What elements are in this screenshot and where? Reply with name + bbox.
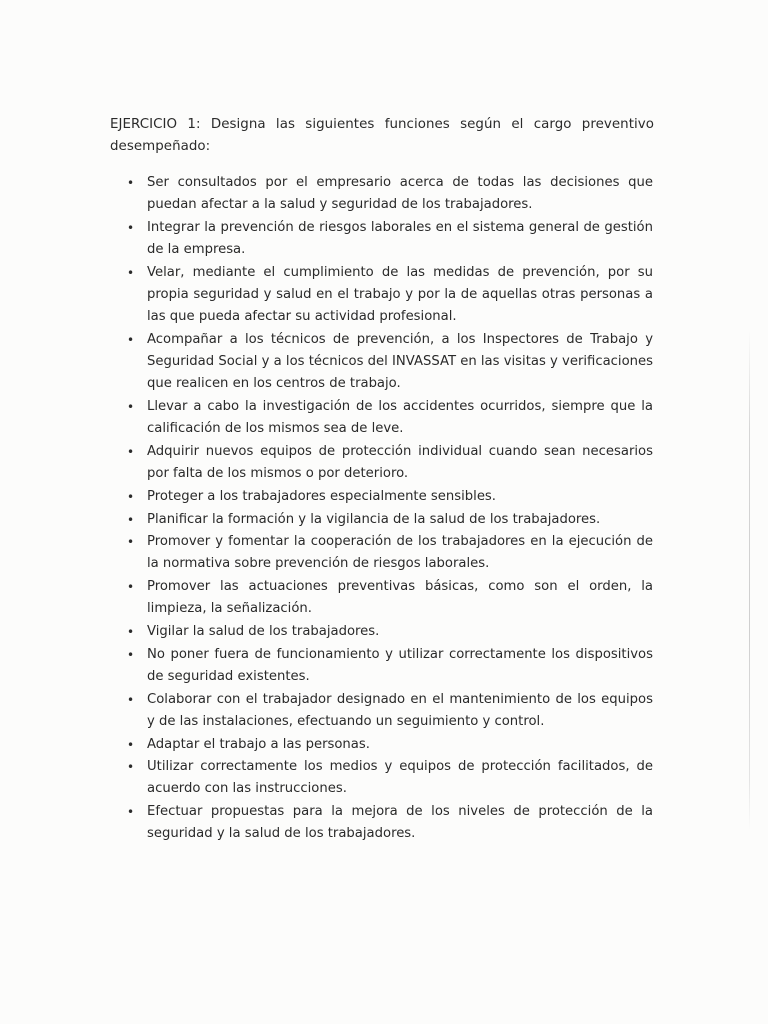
list-item-text: Ser consultados por el empresario acerca de todas las decisiones que puedan afectar a la salud y seguridad de los trabajadores. [147,175,653,213]
list-item-text: Efectuar propuestas para la mejora de los niveles de protección de la seguridad y la salud de los trabajadores. [147,804,653,842]
list-item-text: Planificar la formación y la vigilancia de la salud de los trabajadores. [147,511,601,527]
bullet-icon: • [127,535,135,550]
bullet-icon: • [127,265,135,280]
list-item-text: Llevar a cabo la investigación de los accidentes ocurridos, siempre que la calificación de los mismos sea de leve. [147,399,653,437]
list-item [120,329,653,396]
list-item [120,262,653,329]
bullet-icon: • [127,737,135,752]
list-item [120,621,653,643]
list-item [120,734,653,756]
bullet-icon: • [127,444,135,459]
list-item-text: Vigilar la salud de los trabajadores. [147,624,380,640]
list-item-text: Colaborar con el trabajador designado en el mantenimiento de los equipos y de las instalaciones, efectuando un seguimiento y control. [147,691,653,729]
list-item [120,486,653,508]
bullet-icon: • [127,332,135,347]
list-item [120,531,653,575]
list-item [120,396,653,440]
list-item-text: No poner fuera de funcionamiento y utilizar correctamente los dispositivos de seguridad existentes. [147,646,653,684]
list-item-text: Promover y fomentar la cooperación de los trabajadores en la ejecución de la normativa sobre prevención de riesgos laborales. [147,534,653,572]
list-item [120,217,653,261]
list-item-text: Adaptar el trabajo a las personas. [147,736,370,752]
bullet-icon: • [127,512,135,527]
list-item [120,441,653,485]
bullet-icon: • [127,489,135,504]
bullet-icon: • [127,400,135,415]
list-item-text: Adquirir nuevos equipos de protección individual cuando sean necesarios por falta de los mismos o por deterioro. [147,443,653,482]
list-item [120,644,653,688]
list-item [120,509,653,531]
list-item-text: Utilizar correctamente los medios y equipos de protección facilitados, de acuerdo con las instrucciones. [147,759,653,797]
list-item-text: Proteger a los trabajadores especialmente sensibles. [147,488,496,504]
list-item [120,172,653,216]
list-item [120,756,653,800]
list-item-text: Integrar la prevención de riesgos laborales en el sistema general de gestión de la empresa. [147,219,653,258]
functions-list [120,172,653,846]
scan-edge-line [749,330,750,830]
list-item [120,801,653,845]
exercise-heading: EJERCICIO 1: Designa las siguientes funciones según el cargo preventivo desempeñado: [110,117,654,154]
list-item-text: Promover las actuaciones preventivas básicas, como son el orden, la limpieza, la señalización. [147,579,653,617]
list-item-text: Acompañar a los técnicos de prevención, a los Inspectores de Trabajo y Seguridad Social y a los técnicos del INVASSAT en las visitas y verificaciones que realicen en los centros de trabajo. [147,331,653,392]
bullet-icon: • [127,176,135,190]
list-item [120,576,653,620]
bullet-icon: • [127,625,135,640]
bullet-icon: • [127,692,135,707]
bullet-icon: • [127,805,135,820]
list-item-text: Velar, mediante el cumplimiento de las medidas de prevención, por su propia seguridad y salud en el trabajo y por la de aquellas otras personas a las que pueda afectar su actividad profesional. [147,264,653,325]
bullet-icon: • [127,647,135,662]
list-item [120,689,653,733]
bullet-icon: • [127,760,135,775]
bullet-icon: • [127,580,135,595]
bullet-icon: • [127,220,135,235]
